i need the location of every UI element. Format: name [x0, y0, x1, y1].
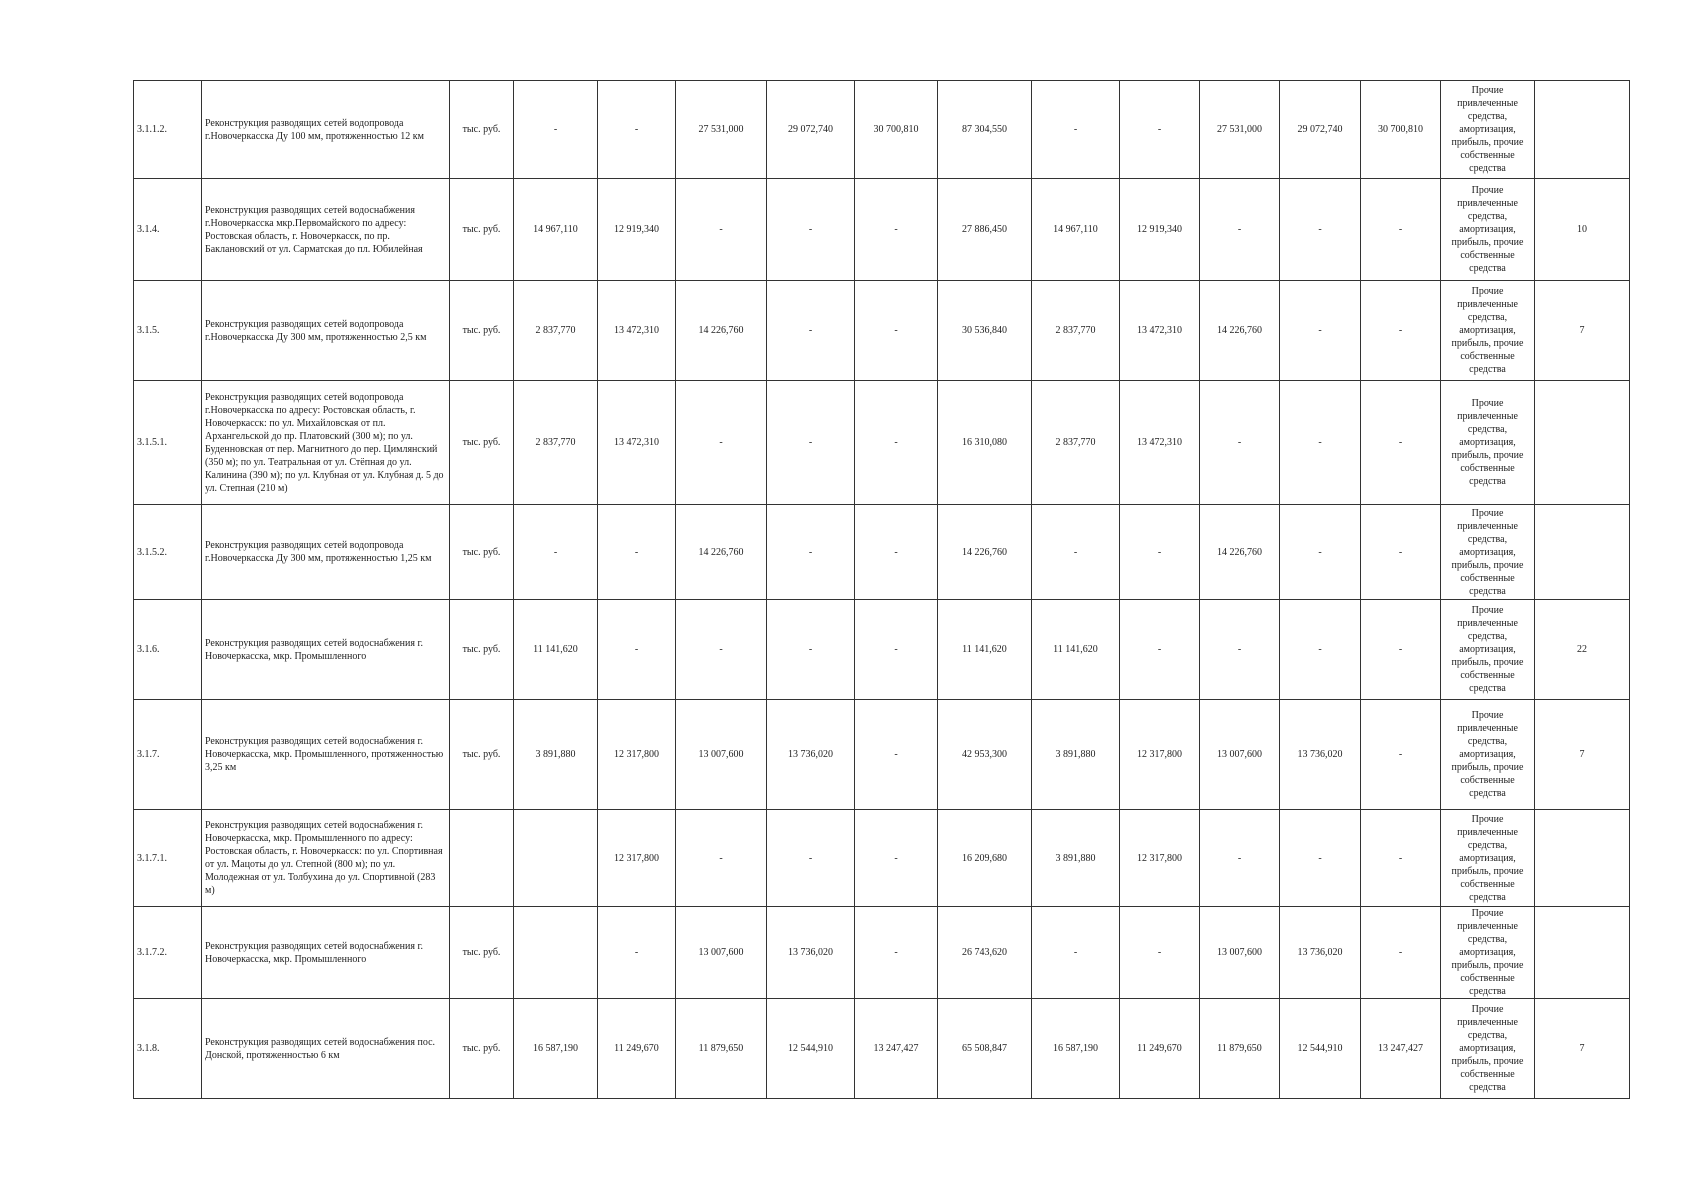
funding-source: Прочие привлеченные средства, амортизация, прибыль, прочие собственные средства: [1441, 381, 1535, 505]
extra-value: 7: [1535, 281, 1630, 381]
row-code: 3.1.4.: [134, 179, 202, 281]
value-cell: -: [767, 810, 855, 907]
row-name: Реконструкция разводящих сетей водоснабжения г. Новочеркасска, мкр. Промышленного: [202, 907, 450, 999]
value-cell: 11 249,670: [1120, 999, 1200, 1099]
value-cell: -: [1361, 810, 1441, 907]
table-row: [134, 600, 1630, 700]
value-cell: -: [855, 810, 938, 907]
table-row: [134, 700, 1630, 810]
value-cell: 12 919,340: [1120, 179, 1200, 281]
funding-source: Прочие привлеченные средства, амортизация, прибыль, прочие собственные средства: [1441, 505, 1535, 600]
value-cell: -: [1280, 381, 1361, 505]
row-code: 3.1.8.: [134, 999, 202, 1099]
extra-value: [1535, 907, 1630, 999]
value-cell: [514, 810, 598, 907]
value-cell: 13 736,020: [767, 700, 855, 810]
value-cell: -: [1120, 505, 1200, 600]
value-cell: -: [1361, 907, 1441, 999]
value-cell: 13 007,600: [1200, 907, 1280, 999]
funding-source: Прочие привлеченные средства, амортизация, прибыль, прочие собственные средства: [1441, 907, 1535, 999]
row-name: Реконструкция разводящих сетей водопровода г.Новочеркасска Ду 300 мм, протяженностью 1,25 км: [202, 505, 450, 600]
value-cell: 14 226,760: [1200, 281, 1280, 381]
row-unit: тыс. руб.: [450, 179, 514, 281]
row-code: 3.1.6.: [134, 600, 202, 700]
value-cell: -: [1032, 81, 1120, 179]
value-cell: -: [1361, 600, 1441, 700]
value-cell: 2 837,770: [1032, 381, 1120, 505]
value-cell: 27 531,000: [1200, 81, 1280, 179]
row-unit: тыс. руб.: [450, 907, 514, 999]
value-cell: -: [676, 600, 767, 700]
value-cell: 16 310,080: [938, 381, 1032, 505]
value-cell: -: [598, 600, 676, 700]
value-cell: -: [1280, 281, 1361, 381]
value-cell: 12 317,800: [1120, 700, 1200, 810]
extra-value: 7: [1535, 700, 1630, 810]
value-cell: 13 472,310: [598, 381, 676, 505]
value-cell: 12 317,800: [598, 810, 676, 907]
extra-value: 7: [1535, 999, 1630, 1099]
row-code: 3.1.7.2.: [134, 907, 202, 999]
row-name: Реконструкция разводящих сетей водоснабжения г. Новочеркасска, мкр. Промышленного по адресу: Ростовская область, г. Новочеркасск: по ул. Спортивная от ул. Мацоты до ул. Степной (800 м); по ул. Молодежная от ул. Толбухина до ул. Спортивной (283 м): [202, 810, 450, 907]
value-cell: -: [1200, 810, 1280, 907]
value-cell: 11 141,620: [1032, 600, 1120, 700]
value-cell: -: [1200, 381, 1280, 505]
value-cell: -: [1280, 179, 1361, 281]
row-unit: тыс. руб.: [450, 81, 514, 179]
value-cell: -: [767, 505, 855, 600]
value-cell: 16 587,190: [1032, 999, 1120, 1099]
value-cell: -: [1032, 505, 1120, 600]
value-cell: -: [1200, 179, 1280, 281]
value-cell: -: [767, 281, 855, 381]
table-row: [134, 281, 1630, 381]
row-unit: тыс. руб.: [450, 600, 514, 700]
row-unit: тыс. руб.: [450, 281, 514, 381]
value-cell: -: [1280, 600, 1361, 700]
value-cell: 13 007,600: [676, 700, 767, 810]
value-cell: 16 587,190: [514, 999, 598, 1099]
table-row: [134, 179, 1630, 281]
value-cell: -: [1361, 505, 1441, 600]
value-cell: 65 508,847: [938, 999, 1032, 1099]
value-cell: 13 472,310: [598, 281, 676, 381]
value-cell: -: [1280, 810, 1361, 907]
value-cell: 12 544,910: [1280, 999, 1361, 1099]
value-cell: 30 700,810: [855, 81, 938, 179]
value-cell: 13 472,310: [1120, 281, 1200, 381]
row-code: 3.1.5.1.: [134, 381, 202, 505]
value-cell: 26 743,620: [938, 907, 1032, 999]
value-cell: 11 141,620: [938, 600, 1032, 700]
value-cell: 27 531,000: [676, 81, 767, 179]
investment-table: [133, 80, 1630, 1099]
value-cell: 2 837,770: [514, 381, 598, 505]
value-cell: 13 007,600: [676, 907, 767, 999]
row-name: Реконструкция разводящих сетей водопровода г.Новочеркасска по адресу: Ростовская область, г. Новочеркасск: по ул. Михайловская от пл. Архангельской до пр. Платовский (300 м); по ул. Буденновская от пер. Магнитного до пер. Цимлянский (350 м); по ул. Театральная от ул. Стёпная до ул. Калинина (390 м); по ул. Клубная от ул. Клубная д. 5 до ул. Степная (210 м): [202, 381, 450, 505]
value-cell: 2 837,770: [514, 281, 598, 381]
row-code: 3.1.7.1.: [134, 810, 202, 907]
extra-value: 10: [1535, 179, 1630, 281]
row-name: Реконструкция разводящих сетей водопровода г.Новочеркасска Ду 300 мм, протяженностью 2,5 км: [202, 281, 450, 381]
value-cell: -: [767, 381, 855, 505]
table-row: [134, 907, 1630, 999]
value-cell: -: [1200, 600, 1280, 700]
extra-value: 22: [1535, 600, 1630, 700]
value-cell: -: [1032, 907, 1120, 999]
row-code: 3.1.1.2.: [134, 81, 202, 179]
value-cell: 14 226,760: [676, 505, 767, 600]
value-cell: 42 953,300: [938, 700, 1032, 810]
row-unit: тыс. руб.: [450, 505, 514, 600]
row-name: Реконструкция разводящих сетей водоснабжения г.Новочеркасска мкр.Первомайского по адресу: Ростовская область, г. Новочеркасск, по пр. Баклановский от ул. Сарматская до пл. Юбилейная: [202, 179, 450, 281]
value-cell: 12 544,910: [767, 999, 855, 1099]
extra-value: [1535, 505, 1630, 600]
value-cell: 11 249,670: [598, 999, 676, 1099]
funding-source: Прочие привлеченные средства, амортизация, прибыль, прочие собственные средства: [1441, 179, 1535, 281]
value-cell: 27 886,450: [938, 179, 1032, 281]
value-cell: 12 317,800: [1120, 810, 1200, 907]
value-cell: 14 226,760: [938, 505, 1032, 600]
value-cell: 11 879,650: [1200, 999, 1280, 1099]
row-unit: тыс. руб.: [450, 700, 514, 810]
value-cell: 13 736,020: [1280, 907, 1361, 999]
value-cell: 13 007,600: [1200, 700, 1280, 810]
value-cell: 13 247,427: [1361, 999, 1441, 1099]
value-cell: 2 837,770: [1032, 281, 1120, 381]
value-cell: 30 700,810: [1361, 81, 1441, 179]
table-row: [134, 810, 1630, 907]
value-cell: -: [767, 600, 855, 700]
value-cell: -: [676, 381, 767, 505]
value-cell: 14 967,110: [514, 179, 598, 281]
value-cell: -: [855, 381, 938, 505]
funding-source: Прочие привлеченные средства, амортизация, прибыль, прочие собственные средства: [1441, 81, 1535, 179]
value-cell: -: [1120, 907, 1200, 999]
value-cell: -: [514, 505, 598, 600]
value-cell: 13 472,310: [1120, 381, 1200, 505]
value-cell: 13 736,020: [767, 907, 855, 999]
value-cell: -: [514, 81, 598, 179]
value-cell: -: [855, 600, 938, 700]
value-cell: 11 141,620: [514, 600, 598, 700]
value-cell: -: [855, 281, 938, 381]
value-cell: 3 891,880: [1032, 810, 1120, 907]
value-cell: 29 072,740: [1280, 81, 1361, 179]
row-code: 3.1.7.: [134, 700, 202, 810]
value-cell: -: [676, 179, 767, 281]
funding-source: Прочие привлеченные средства, амортизация, прибыль, прочие собственные средства: [1441, 999, 1535, 1099]
table-row: [134, 381, 1630, 505]
row-unit: [450, 810, 514, 907]
value-cell: -: [1361, 281, 1441, 381]
funding-source: Прочие привлеченные средства, амортизация, прибыль, прочие собственные средства: [1441, 281, 1535, 381]
value-cell: 30 536,840: [938, 281, 1032, 381]
value-cell: 13 247,427: [855, 999, 938, 1099]
value-cell: -: [598, 81, 676, 179]
value-cell: -: [855, 505, 938, 600]
value-cell: -: [1361, 179, 1441, 281]
value-cell: 87 304,550: [938, 81, 1032, 179]
value-cell: 13 736,020: [1280, 700, 1361, 810]
value-cell: 3 891,880: [514, 700, 598, 810]
row-name: Реконструкция разводящих сетей водопровода г.Новочеркасска Ду 100 мм, протяженностью 12 км: [202, 81, 450, 179]
value-cell: -: [855, 700, 938, 810]
value-cell: [514, 907, 598, 999]
funding-source: Прочие привлеченные средства, амортизация, прибыль, прочие собственные средства: [1441, 810, 1535, 907]
table-row: [134, 999, 1630, 1099]
value-cell: 14 226,760: [676, 281, 767, 381]
value-cell: -: [1120, 600, 1200, 700]
value-cell: 12 919,340: [598, 179, 676, 281]
extra-value: [1535, 81, 1630, 179]
value-cell: -: [767, 179, 855, 281]
value-cell: 3 891,880: [1032, 700, 1120, 810]
value-cell: -: [1361, 700, 1441, 810]
row-unit: тыс. руб.: [450, 381, 514, 505]
row-code: 3.1.5.: [134, 281, 202, 381]
row-name: Реконструкция разводящих сетей водоснабжения г. Новочеркасска, мкр. Промышленного, протяженностью 3,25 км: [202, 700, 450, 810]
funding-source: Прочие привлеченные средства, амортизация, прибыль, прочие собственные средства: [1441, 700, 1535, 810]
value-cell: 11 879,650: [676, 999, 767, 1099]
value-cell: 14 226,760: [1200, 505, 1280, 600]
value-cell: 14 967,110: [1032, 179, 1120, 281]
value-cell: -: [598, 505, 676, 600]
value-cell: -: [1120, 81, 1200, 179]
value-cell: -: [1361, 381, 1441, 505]
table-row: [134, 505, 1630, 600]
value-cell: -: [855, 179, 938, 281]
extra-value: [1535, 381, 1630, 505]
funding-source: Прочие привлеченные средства, амортизация, прибыль, прочие собственные средства: [1441, 600, 1535, 700]
table-row: [134, 81, 1630, 179]
value-cell: 29 072,740: [767, 81, 855, 179]
row-code: 3.1.5.2.: [134, 505, 202, 600]
value-cell: 12 317,800: [598, 700, 676, 810]
value-cell: -: [676, 810, 767, 907]
value-cell: -: [1280, 505, 1361, 600]
value-cell: 16 209,680: [938, 810, 1032, 907]
row-name: Реконструкция разводящих сетей водоснабжения пос. Донской, протяженностью 6 км: [202, 999, 450, 1099]
row-name: Реконструкция разводящих сетей водоснабжения г. Новочеркасска, мкр. Промышленного: [202, 600, 450, 700]
value-cell: -: [598, 907, 676, 999]
row-unit: тыс. руб.: [450, 999, 514, 1099]
value-cell: -: [855, 907, 938, 999]
extra-value: [1535, 810, 1630, 907]
